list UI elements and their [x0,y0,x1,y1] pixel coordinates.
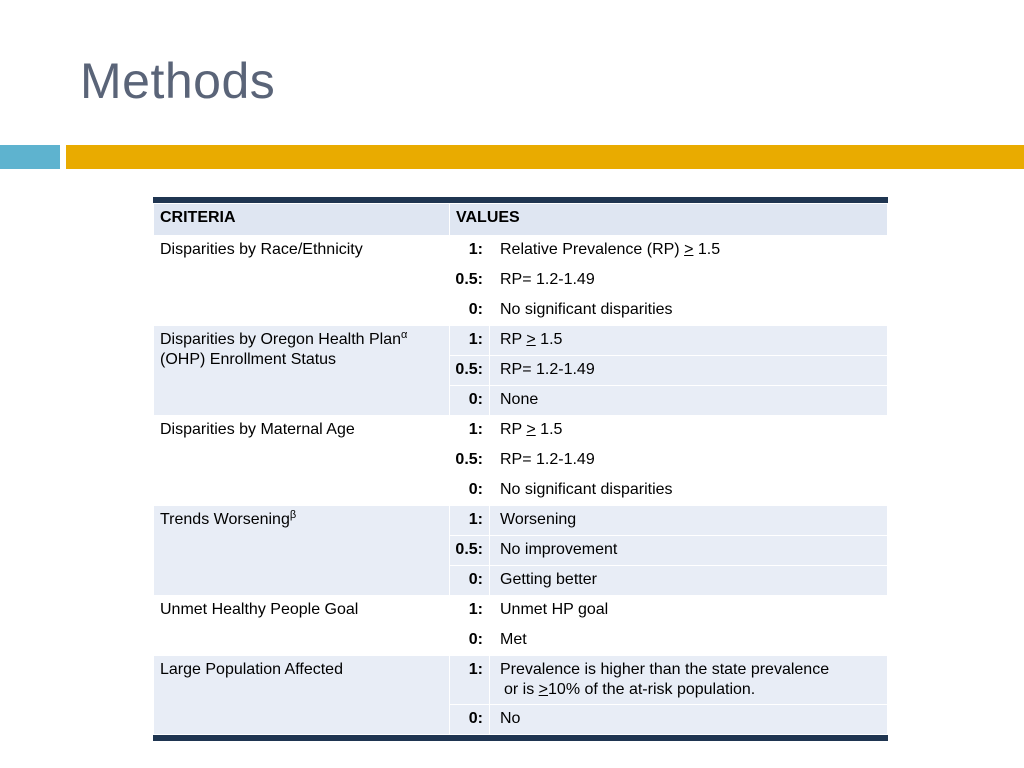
criterion-superscript: β [289,509,297,521]
score-cell: 1: [450,596,490,626]
value-cell: No [490,705,888,735]
value-cell: No significant disparities [490,476,888,506]
table-row [154,416,888,446]
value-cell: RP= 1.2-1.49 [490,446,888,476]
score-cell: 1: [450,506,490,536]
score-cell: 0: [450,705,490,735]
value-cell: RP > 1.5 [490,416,888,446]
header-criteria: CRITERIA [154,204,450,236]
criterion-label: Disparities by Race/Ethnicity [160,241,363,258]
value-cell: Relative Prevalence (RP) > 1.5 [490,236,888,266]
value-cell: Prevalence is higher than the state prevalence or is >10% of the at-risk population. [490,656,888,705]
value-cell: No improvement [490,536,888,566]
criteria-table-container [153,197,888,741]
criterion-label-line2: (OHP) Enrollment Status [160,351,337,368]
criterion-label: Disparities by Oregon Health Plan [160,331,402,348]
score-cell: 1: [450,416,490,446]
criteria-table [153,203,888,735]
score-cell: 0: [450,476,490,506]
table-row [154,596,888,626]
score-cell: 0: [450,626,490,656]
value-cell: Getting better [490,566,888,596]
value-cell: RP= 1.2-1.49 [490,266,888,296]
accent-bar-gold [66,145,1024,169]
table-row [154,656,888,705]
criterion-superscript: α [401,329,408,341]
header-values: VALUES [450,204,888,236]
score-cell: 1: [450,236,490,266]
table-header-row [154,204,888,236]
table-row [154,326,888,356]
score-cell: 0: [450,566,490,596]
score-cell: 0.5: [450,446,490,476]
value-cell: No significant disparities [490,296,888,326]
table-row [154,506,888,536]
criterion-cell [154,506,450,596]
score-cell: 0.5: [450,266,490,296]
value-cell: Unmet HP goal [490,596,888,626]
score-cell: 0: [450,296,490,326]
score-cell: 1: [450,326,490,356]
score-cell: 1: [450,656,490,705]
slide-title: Methods [80,53,276,109]
value-cell: Worsening [490,506,888,536]
score-cell: 0.5: [450,356,490,386]
score-cell: 0: [450,386,490,416]
value-cell: Met [490,626,888,656]
criterion-label: Trends Worsening [160,511,290,528]
criterion-cell [154,416,450,506]
criterion-label: Large Population Affected [160,661,343,678]
value-cell: RP > 1.5 [490,326,888,356]
value-cell: RP= 1.2-1.49 [490,356,888,386]
criterion-cell [154,656,450,735]
criterion-cell [154,326,450,416]
table-row [154,236,888,266]
criterion-label: Disparities by Maternal Age [160,421,355,438]
criterion-label: Unmet Healthy People Goal [160,601,359,618]
score-cell: 0.5: [450,536,490,566]
criterion-cell [154,596,450,656]
criterion-cell [154,236,450,326]
accent-bar-teal [0,145,60,169]
value-cell: None [490,386,888,416]
